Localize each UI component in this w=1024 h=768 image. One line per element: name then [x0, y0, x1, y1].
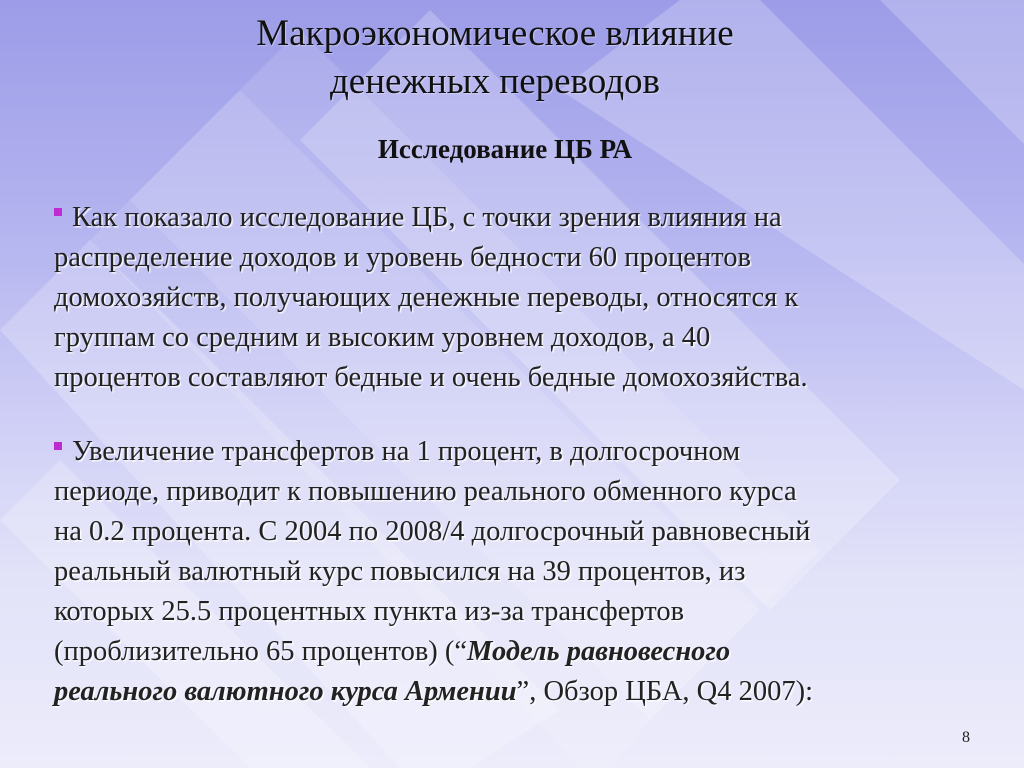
bullet-1-line-3: домохозяйств, получающих денежные переводы, относятся к — [54, 282, 799, 313]
bullet-2-line-2: периоде, приводит к повышению реального обменного курса — [54, 476, 797, 507]
slide-title — [0, 10, 990, 106]
bullet-1-line-1 — [54, 198, 984, 238]
bullet-marker-icon — [54, 442, 62, 450]
bullet-2-line-1-text: Увеличение трансфертов на 1 процент, в долгосрочном — [72, 436, 741, 467]
bullet-2-line-3: на 0.2 процента. С 2004 по 2008/4 долгосрочный равновесный — [54, 516, 811, 547]
bullet-item-1 — [54, 198, 984, 398]
title-line-1: Макроэкономическое влияние — [256, 13, 734, 54]
bullet-1-line-5: процентов составляют бедные и очень бедные домохозяйства. — [54, 362, 808, 393]
title-line-2: денежных переводов — [329, 61, 661, 102]
bullet-item-2 — [54, 432, 984, 712]
bullet-1-line-2: распределение доходов и уровень бедности 60 процентов — [54, 242, 751, 273]
citation-title-part-1: Модель равновесного — [467, 636, 731, 667]
bullet-marker-icon — [54, 208, 62, 216]
bullet-2-line-4: реальный валютный курс повысился на 39 процентов, из — [54, 556, 746, 587]
slide-subtitle: Исследование ЦБ РА — [377, 134, 633, 164]
bullet-1-line-4: группам со средним и высоким уровнем доходов, а 40 — [54, 322, 711, 353]
bullet-2-line-1 — [54, 432, 984, 472]
bullet-2-line-6 — [54, 632, 984, 672]
page-number: 8 — [962, 729, 970, 746]
citation-title-part-2: реального валютного курса Армении — [54, 676, 517, 707]
bullet-2-line-6-text: (проблизительно 65 процентов) (“ — [54, 636, 468, 667]
bullet-2-line-7-text: ”, Обзор ЦБА, Q4 2007): — [516, 676, 814, 707]
bullet-2-line-7 — [54, 672, 984, 712]
bullet-1-line-1-text: Как показало исследование ЦБ, с точки зрения влияния на — [72, 202, 782, 233]
bullet-2-line-5: которых 25.5 процентных пункта из-за трансфертов — [54, 596, 685, 627]
